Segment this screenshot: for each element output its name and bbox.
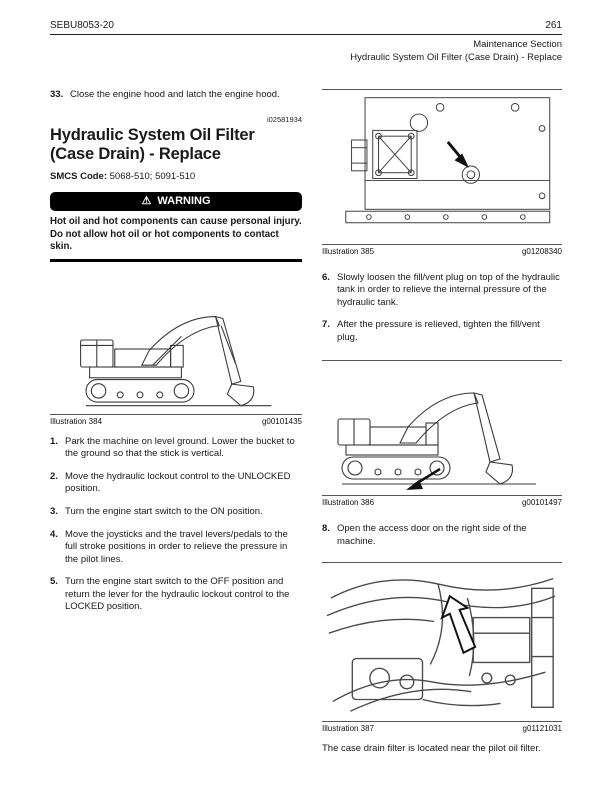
step-number: 7. (322, 319, 330, 331)
step-text: Turn the engine start switch to the ON position. (65, 506, 263, 518)
illustration-387 (322, 562, 562, 733)
article-title: Hydraulic System Oil Filter (Case Drain) - Replace (50, 126, 255, 163)
step-text: Open the access door on the right side of the machine. (337, 523, 527, 547)
illustration-label: Illustration 387 (322, 724, 375, 734)
illustration-384 (50, 286, 302, 426)
step-6 (322, 272, 562, 310)
smcs-label: SMCS Code: (50, 171, 107, 183)
step-text: Move the joysticks and the travel levers/pedals to the full stroke positions in order to relieve the pressure in the pilot lines. (65, 528, 288, 565)
header-top-row (50, 20, 562, 35)
step-text: Close the engine hood and latch the engine hood. (70, 88, 280, 100)
step-text: Slowly loosen the fill/vent plug on top of the hydraulic tank in order to relieve the internal pressure of the hydraulic tank. (337, 271, 560, 308)
illustration-384-caption (50, 414, 302, 426)
illustration-387-art (322, 563, 562, 719)
illustration-385 (322, 89, 562, 256)
smcs-code-line (50, 171, 302, 182)
step-number: 33. (50, 88, 64, 100)
illustration-387-caption (322, 721, 562, 733)
illustration-385-caption (322, 244, 562, 256)
illustration-label: Illustration 386 (322, 498, 375, 508)
two-column-body (50, 89, 562, 756)
step-number: 1. (50, 435, 58, 447)
step-33 (50, 89, 302, 102)
section-title: Maintenance Section (473, 39, 562, 50)
step-8 (322, 523, 562, 548)
closing-text: The case drain filter is located near the pilot oil filter. (322, 743, 541, 755)
illustration-label: Illustration 384 (50, 416, 103, 426)
media-id: i02581934 (266, 115, 302, 125)
illustration-386-art (322, 361, 562, 493)
warning-triangle-icon: ⚠ (141, 194, 152, 207)
doc-code: SEBU8053-20 (50, 20, 114, 31)
illustration-384-art (50, 286, 302, 412)
step-4 (50, 529, 302, 567)
step-1 (50, 436, 302, 461)
illustration-gid: g00101497 (521, 498, 562, 508)
right-column (322, 89, 562, 756)
illustration-gid: g00101435 (261, 416, 302, 426)
page-number: 261 (545, 20, 562, 31)
left-column (50, 89, 302, 756)
step-3 (50, 506, 302, 519)
step-text: Park the machine on level ground. Lower the bucket to the ground so that the stick is vertical. (65, 435, 295, 460)
illustration-label: Illustration 385 (322, 246, 375, 256)
step-2 (50, 471, 302, 496)
header-breadcrumb (50, 38, 562, 65)
illustration-386-caption (322, 495, 562, 507)
illustration-386 (322, 360, 562, 507)
step-5 (50, 576, 302, 614)
warning-banner (50, 192, 302, 211)
warning-label: WARNING (157, 195, 211, 208)
step-text: After the pressure is relieved, tighten the fill/vent plug. (337, 319, 540, 343)
step-number: 3. (50, 506, 58, 518)
illustration-gid: g01208340 (521, 246, 562, 256)
illustration-385-art (322, 90, 562, 242)
page-header (50, 20, 562, 65)
warning-box (50, 192, 302, 262)
step-text: Move the hydraulic lockout control to the UNLOCKED position. (65, 470, 291, 495)
step-number: 6. (322, 271, 330, 283)
step-number: 4. (50, 528, 58, 540)
smcs-value: 5068-510; 5091-510 (109, 171, 196, 183)
step-number: 8. (322, 523, 330, 535)
step-number: 5. (50, 576, 58, 588)
illustration-gid: g01121031 (522, 724, 562, 734)
step-number: 2. (50, 470, 58, 482)
step-7 (322, 319, 562, 344)
step-text: Turn the engine start switch to the OFF position and return the lever for the hydraulic lockout control to the LOCKED position. (65, 576, 290, 613)
subsection-title: Hydraulic System Oil Filter (Case Drain) - Replace (350, 52, 562, 64)
warning-text: Hot oil and hot components can cause personal injury. Do not allow hot oil or hot components to contact skin. (50, 216, 302, 253)
